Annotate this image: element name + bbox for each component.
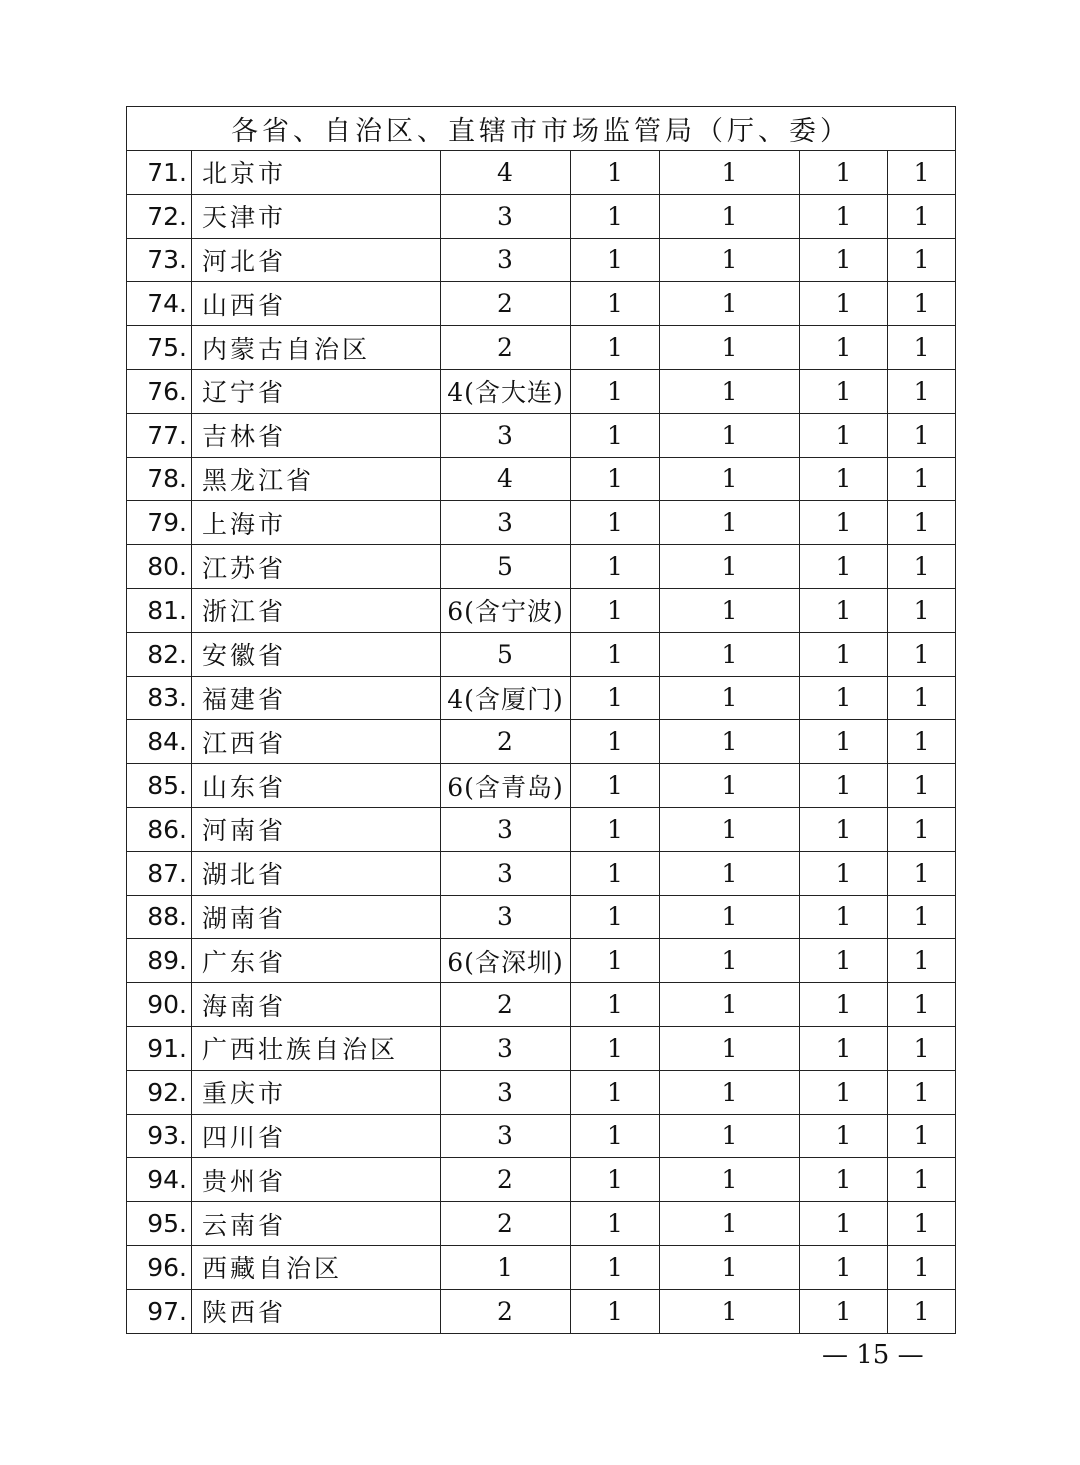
table-row <box>127 194 956 238</box>
value-col-4: 1 <box>800 632 888 676</box>
value-col-5: 1 <box>888 238 956 282</box>
value-col-5: 1 <box>888 807 956 851</box>
allocation-count: 2 <box>441 326 571 370</box>
region-name: 辽宁省 <box>192 369 441 413</box>
table-row <box>127 1289 956 1333</box>
value-col-2: 1 <box>571 632 660 676</box>
value-col-3: 1 <box>660 720 800 764</box>
value-col-3: 1 <box>660 457 800 501</box>
table-row <box>127 588 956 632</box>
value-col-3: 1 <box>660 326 800 370</box>
region-name: 江苏省 <box>192 545 441 589</box>
table-row <box>127 369 956 413</box>
value-col-3: 1 <box>660 764 800 808</box>
row-number: 89. <box>127 939 192 983</box>
region-name: 陕西省 <box>192 1289 441 1333</box>
region-name: 湖南省 <box>192 895 441 939</box>
section-title: 各省、自治区、直辖市市场监管局（厅、委） <box>127 107 956 151</box>
value-col-4: 1 <box>800 501 888 545</box>
value-col-4: 1 <box>800 588 888 632</box>
table-row <box>127 720 956 764</box>
allocation-count: 2 <box>441 1202 571 1246</box>
value-col-3: 1 <box>660 545 800 589</box>
table-row <box>127 807 956 851</box>
region-name: 山东省 <box>192 764 441 808</box>
value-col-5: 1 <box>888 676 956 720</box>
value-col-4: 1 <box>800 983 888 1027</box>
table-row <box>127 676 956 720</box>
allocation-count: 3 <box>441 807 571 851</box>
allocation-count: 2 <box>441 1158 571 1202</box>
value-col-2: 1 <box>571 895 660 939</box>
value-col-5: 1 <box>888 194 956 238</box>
table-row <box>127 1026 956 1070</box>
value-col-4: 1 <box>800 282 888 326</box>
allocation-count: 3 <box>441 851 571 895</box>
value-col-2: 1 <box>571 851 660 895</box>
allocation-count: 3 <box>441 501 571 545</box>
region-name: 北京市 <box>192 151 441 195</box>
row-number: 84. <box>127 720 192 764</box>
row-number: 94. <box>127 1158 192 1202</box>
table-row <box>127 851 956 895</box>
table-row <box>127 501 956 545</box>
value-col-5: 1 <box>888 282 956 326</box>
allocation-count: 4 <box>441 151 571 195</box>
allocation-count: 4(含厦门) <box>441 676 571 720</box>
value-col-2: 1 <box>571 545 660 589</box>
value-col-3: 1 <box>660 1289 800 1333</box>
row-number: 88. <box>127 895 192 939</box>
value-col-3: 1 <box>660 369 800 413</box>
value-col-4: 1 <box>800 1026 888 1070</box>
row-number: 86. <box>127 807 192 851</box>
region-name: 广东省 <box>192 939 441 983</box>
value-col-2: 1 <box>571 369 660 413</box>
value-col-4: 1 <box>800 764 888 808</box>
value-col-3: 1 <box>660 1114 800 1158</box>
value-col-4: 1 <box>800 1114 888 1158</box>
region-name: 上海市 <box>192 501 441 545</box>
value-col-2: 1 <box>571 151 660 195</box>
table-row <box>127 238 956 282</box>
value-col-4: 1 <box>800 676 888 720</box>
value-col-5: 1 <box>888 632 956 676</box>
region-name: 广西壮族自治区 <box>192 1026 441 1070</box>
row-number: 96. <box>127 1245 192 1289</box>
region-name: 吉林省 <box>192 413 441 457</box>
value-col-2: 1 <box>571 194 660 238</box>
row-number: 95. <box>127 1202 192 1246</box>
allocation-count: 2 <box>441 720 571 764</box>
value-col-5: 1 <box>888 457 956 501</box>
page-number: — 15 — <box>822 1340 924 1370</box>
value-col-5: 1 <box>888 720 956 764</box>
value-col-5: 1 <box>888 764 956 808</box>
value-col-3: 1 <box>660 413 800 457</box>
allocation-count: 2 <box>441 1289 571 1333</box>
row-number: 93. <box>127 1114 192 1158</box>
value-col-3: 1 <box>660 194 800 238</box>
row-number: 91. <box>127 1026 192 1070</box>
row-number: 77. <box>127 413 192 457</box>
value-col-4: 1 <box>800 457 888 501</box>
value-col-5: 1 <box>888 1245 956 1289</box>
region-name: 黑龙江省 <box>192 457 441 501</box>
row-number: 71. <box>127 151 192 195</box>
value-col-2: 1 <box>571 1114 660 1158</box>
value-col-5: 1 <box>888 939 956 983</box>
table-row <box>127 632 956 676</box>
region-name: 江西省 <box>192 720 441 764</box>
allocation-count: 3 <box>441 1070 571 1114</box>
table-row <box>127 413 956 457</box>
value-col-2: 1 <box>571 413 660 457</box>
value-col-2: 1 <box>571 983 660 1027</box>
value-col-5: 1 <box>888 1026 956 1070</box>
table-row <box>127 1070 956 1114</box>
value-col-4: 1 <box>800 1070 888 1114</box>
region-name: 浙江省 <box>192 588 441 632</box>
allocation-count: 2 <box>441 983 571 1027</box>
value-col-4: 1 <box>800 1202 888 1246</box>
allocation-count: 3 <box>441 1114 571 1158</box>
value-col-3: 1 <box>660 1070 800 1114</box>
table-row <box>127 282 956 326</box>
value-col-4: 1 <box>800 1245 888 1289</box>
value-col-5: 1 <box>888 545 956 589</box>
value-col-3: 1 <box>660 151 800 195</box>
table-row <box>127 326 956 370</box>
value-col-4: 1 <box>800 939 888 983</box>
value-col-5: 1 <box>888 851 956 895</box>
allocation-count: 3 <box>441 1026 571 1070</box>
value-col-5: 1 <box>888 1202 956 1246</box>
allocation-count: 6(含深圳) <box>441 939 571 983</box>
value-col-5: 1 <box>888 326 956 370</box>
row-number: 82. <box>127 632 192 676</box>
row-number: 79. <box>127 501 192 545</box>
value-col-2: 1 <box>571 1245 660 1289</box>
allocation-count: 5 <box>441 545 571 589</box>
table-row <box>127 1202 956 1246</box>
value-col-3: 1 <box>660 1245 800 1289</box>
value-col-4: 1 <box>800 413 888 457</box>
region-name: 安徽省 <box>192 632 441 676</box>
allocation-count: 4(含大连) <box>441 369 571 413</box>
region-name: 四川省 <box>192 1114 441 1158</box>
region-name: 河南省 <box>192 807 441 851</box>
row-number: 74. <box>127 282 192 326</box>
table-row <box>127 764 956 808</box>
region-name: 福建省 <box>192 676 441 720</box>
table-row <box>127 895 956 939</box>
row-number: 73. <box>127 238 192 282</box>
value-col-2: 1 <box>571 238 660 282</box>
region-name: 重庆市 <box>192 1070 441 1114</box>
value-col-2: 1 <box>571 457 660 501</box>
value-col-2: 1 <box>571 1158 660 1202</box>
value-col-4: 1 <box>800 238 888 282</box>
region-name: 河北省 <box>192 238 441 282</box>
section-title-row <box>127 107 956 151</box>
table-row <box>127 1158 956 1202</box>
row-number: 72. <box>127 194 192 238</box>
value-col-3: 1 <box>660 632 800 676</box>
table-row <box>127 939 956 983</box>
row-number: 90. <box>127 983 192 1027</box>
value-col-2: 1 <box>571 807 660 851</box>
value-col-2: 1 <box>571 588 660 632</box>
value-col-2: 1 <box>571 282 660 326</box>
allocation-count: 6(含宁波) <box>441 588 571 632</box>
value-col-2: 1 <box>571 1070 660 1114</box>
row-number: 80. <box>127 545 192 589</box>
allocation-count: 3 <box>441 194 571 238</box>
value-col-2: 1 <box>571 939 660 983</box>
region-name: 天津市 <box>192 194 441 238</box>
value-col-3: 1 <box>660 983 800 1027</box>
allocation-count: 4 <box>441 457 571 501</box>
row-number: 85. <box>127 764 192 808</box>
value-col-4: 1 <box>800 851 888 895</box>
table-row <box>127 151 956 195</box>
value-col-3: 1 <box>660 1202 800 1246</box>
value-col-3: 1 <box>660 1026 800 1070</box>
value-col-2: 1 <box>571 720 660 764</box>
table-row <box>127 457 956 501</box>
value-col-4: 1 <box>800 1158 888 1202</box>
allocation-count: 3 <box>441 238 571 282</box>
value-col-5: 1 <box>888 1289 956 1333</box>
value-col-4: 1 <box>800 151 888 195</box>
allocation-count: 5 <box>441 632 571 676</box>
value-col-3: 1 <box>660 939 800 983</box>
value-col-5: 1 <box>888 369 956 413</box>
value-col-4: 1 <box>800 326 888 370</box>
value-col-3: 1 <box>660 851 800 895</box>
value-col-5: 1 <box>888 501 956 545</box>
value-col-3: 1 <box>660 238 800 282</box>
value-col-3: 1 <box>660 1158 800 1202</box>
value-col-2: 1 <box>571 1202 660 1246</box>
row-number: 78. <box>127 457 192 501</box>
value-col-5: 1 <box>888 413 956 457</box>
region-name: 内蒙古自治区 <box>192 326 441 370</box>
row-number: 92. <box>127 1070 192 1114</box>
allocation-table-container <box>126 106 955 1334</box>
value-col-5: 1 <box>888 151 956 195</box>
value-col-4: 1 <box>800 369 888 413</box>
value-col-4: 1 <box>800 807 888 851</box>
value-col-5: 1 <box>888 588 956 632</box>
row-number: 87. <box>127 851 192 895</box>
region-name: 海南省 <box>192 983 441 1027</box>
value-col-4: 1 <box>800 545 888 589</box>
value-col-4: 1 <box>800 194 888 238</box>
value-col-5: 1 <box>888 983 956 1027</box>
value-col-3: 1 <box>660 895 800 939</box>
value-col-3: 1 <box>660 282 800 326</box>
table-row <box>127 1114 956 1158</box>
table-row <box>127 1245 956 1289</box>
allocation-table <box>126 106 956 1334</box>
table-row <box>127 545 956 589</box>
table-body <box>127 107 956 1334</box>
value-col-3: 1 <box>660 588 800 632</box>
allocation-count: 1 <box>441 1245 571 1289</box>
value-col-3: 1 <box>660 807 800 851</box>
region-name: 山西省 <box>192 282 441 326</box>
value-col-4: 1 <box>800 895 888 939</box>
row-number: 97. <box>127 1289 192 1333</box>
allocation-count: 6(含青岛) <box>441 764 571 808</box>
value-col-2: 1 <box>571 676 660 720</box>
value-col-2: 1 <box>571 326 660 370</box>
row-number: 76. <box>127 369 192 413</box>
value-col-2: 1 <box>571 501 660 545</box>
value-col-2: 1 <box>571 1289 660 1333</box>
value-col-5: 1 <box>888 1070 956 1114</box>
value-col-5: 1 <box>888 895 956 939</box>
value-col-4: 1 <box>800 720 888 764</box>
table-row <box>127 983 956 1027</box>
value-col-3: 1 <box>660 501 800 545</box>
allocation-count: 2 <box>441 282 571 326</box>
value-col-2: 1 <box>571 1026 660 1070</box>
region-name: 湖北省 <box>192 851 441 895</box>
region-name: 贵州省 <box>192 1158 441 1202</box>
value-col-3: 1 <box>660 676 800 720</box>
value-col-5: 1 <box>888 1114 956 1158</box>
region-name: 西藏自治区 <box>192 1245 441 1289</box>
row-number: 75. <box>127 326 192 370</box>
value-col-5: 1 <box>888 1158 956 1202</box>
region-name: 云南省 <box>192 1202 441 1246</box>
value-col-2: 1 <box>571 764 660 808</box>
row-number: 81. <box>127 588 192 632</box>
row-number: 83. <box>127 676 192 720</box>
allocation-count: 3 <box>441 895 571 939</box>
allocation-count: 3 <box>441 413 571 457</box>
value-col-4: 1 <box>800 1289 888 1333</box>
